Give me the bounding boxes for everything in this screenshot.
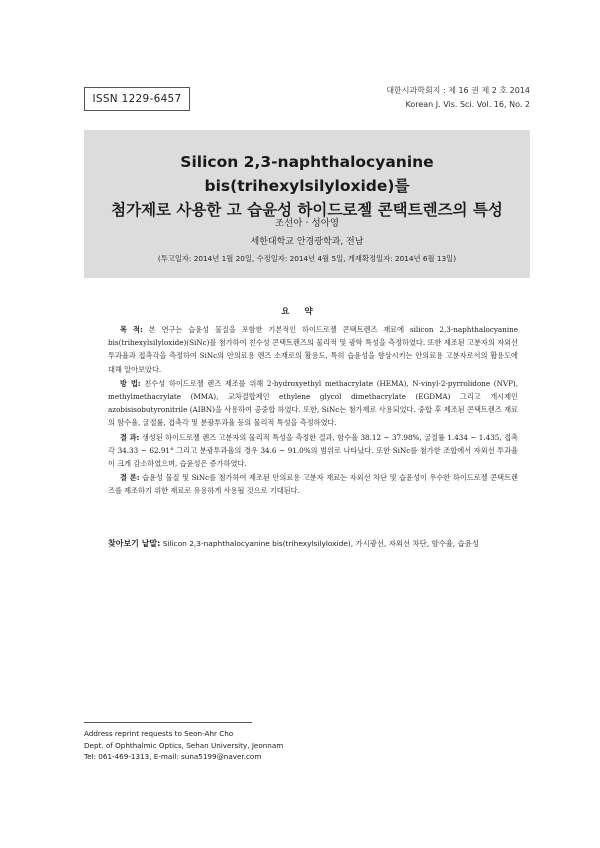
purpose-label: 목 적: [120,325,143,334]
title-line-1: Silicon 2,3-naphthalocyanine bis(trihexylsilyloxide)를 [180,153,434,195]
footnote-rule [84,722,252,723]
affiliation: 세한대학교 안경광학과, 전남 [250,237,364,247]
conclusion-label: 결 론: [120,473,140,483]
journal-english: Korean J. Vis. Sci. Vol. 16, No. 2 [405,100,530,109]
result-text: 생성된 하이드로젤 렌즈 고분자의 물리적 특성을 측정한 결과, 함수율 38.12 ~ 37.98%, 굴절률 1.434 ~ 1.435, 접촉각 34.33 ~ 62.91° 그리고 분광투과율의 경우 34.6 ~ 91.0%의 범위로 나타났다. 또한 SiNc를 첨가한 조합에서 자외선 투과율이 크게 감소하였으며, 습윤성은 증가하였다. [108,432,518,469]
abstract-result [108,431,518,471]
title-line-2: 첨가제로 사용한 고 습윤성 하이드로젤 콘택트렌즈의 특성 [111,201,503,219]
result-label: 결 과: [120,432,140,442]
abstract-purpose [108,323,518,376]
submission-dates: (투고일자: 2014년 1월 20일, 수정일자: 2014년 4월 5일, 게재확정일자: 2014년 6월 13일) [157,254,457,263]
footnote-line-1: Address reprint requests to Seon-Ahr Cho [84,729,234,738]
footnote-line-2: Dept. of Ophthalmic Optics, Sehan University, Jeonnam [84,740,284,750]
journal-korean: 대한시과학회지 : 제 16 권 제 2 호 2014 [386,86,530,95]
abstract-body [108,323,518,499]
authors: 조선아 · 성아영 [274,218,340,229]
footnote [84,728,283,763]
paper-title [84,150,530,222]
keywords-label: 찾아보기 낱말: [108,539,161,548]
issn-box: ISSN 1229-6457 [84,87,190,111]
abstract-method [108,377,518,430]
abstract-conclusion [108,471,518,497]
title-box [84,130,530,278]
conclusion-text: 습윤성 물질 및 SiNc를 첨가하여 제조된 안의료용 고분자 재료는 자외선 차단 및 습윤성이 우수한 하이드로젤 콘택트렌즈를 제조하기 위한 재료로 유용하게 사용될 것으로 기대된다. [108,473,518,496]
purpose-text: 본 연구는 습윤성 물질을 포함한 기본적인 하이드로젤 콘택트렌즈 재료에 silicon 2,3-naphthalocyanine bis(trihexylsilyloxide)(SiNc)를 첨가하여 친수성 콘택트렌즈의 물리적 및 광학 특성을 측정하였다. 또한 제조된 고분자의 자외선 투과율과 접촉각을 측정하여 SiNc의 안의료용 렌즈 소재로의 활용도, 특히 습윤성을 향상시키는 안의료용 고분자로서의 활용도에 대해 알아보았다. [108,325,518,374]
method-text: 친수성 하이드로젤 렌즈 제조를 위해 2-hydroxyethyl methacrylate (HEMA), N-vinyl-2-pyrrolidone (NVP), methylmethacrylate (MMA), 교차결합제인 ethylene glycol dimethacrylate (EGDMA) 그리고 개시제인 azobisisobutyronitrile (AIBN)을 사용하여 공중합 하였다. 또한, SiNc는 첨가제로 사용되었다. 중합 후 제조된 콘택트렌즈 재료의 함수율, 굴절률, 접촉각 및 분광투과율 등의 물리적 특성을 측정하였다. [108,378,518,428]
journal-info [386,84,530,112]
keywords-text: Silicon 2,3-naphthalocyanine bis(trihexylsilyloxide), 가시광선, 자외선 차단, 함수율, 습윤성 [162,539,479,548]
abstract-heading: 요 약 [281,307,319,317]
keywords [108,538,528,549]
method-label: 방 법: [120,378,141,388]
footnote-line-3: Tel: 061-469-1313, E-mail: suna5199@naver.com [84,752,262,761]
